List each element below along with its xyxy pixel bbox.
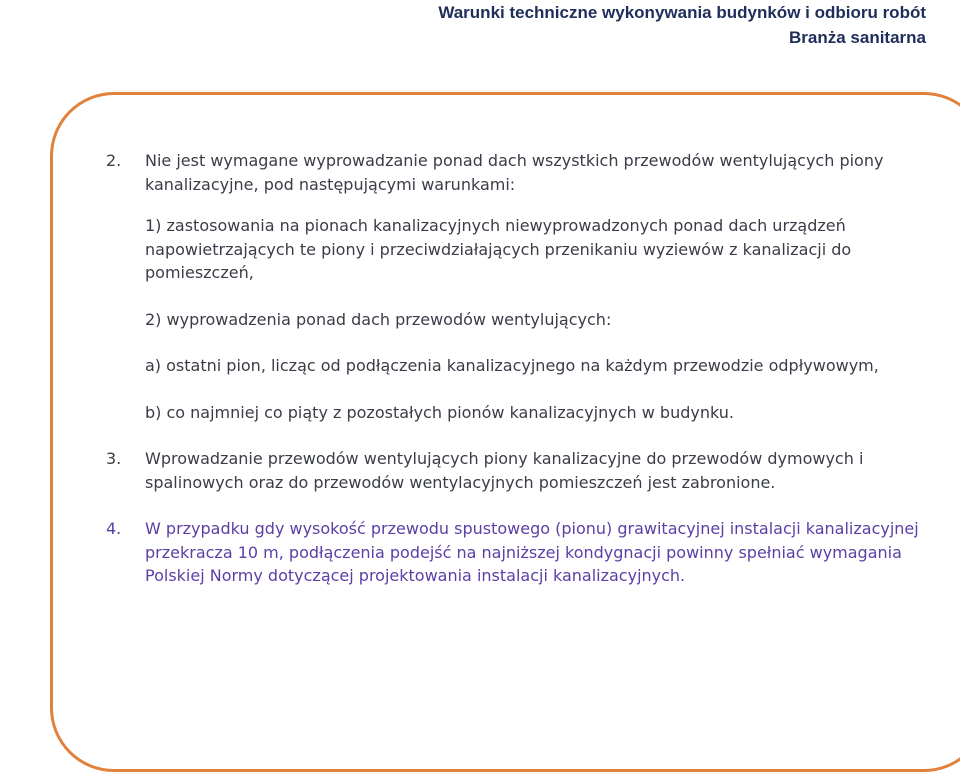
item-2-condition-2a: a) ostatni pion, licząc od podłączenia kanalizacyjnego na każdym przewodzie odpływowym,: [145, 356, 879, 375]
item-2-condition-1: 1) zastosowania na pionach kanalizacyjnych niewyprowadzonych ponad dach urządzeń napowietrzających te piony i przeciwdziałających przenikaniu wyziewów z kanalizacji do pomieszczeń,: [145, 216, 852, 282]
item-4-text: W przypadku gdy wysokość przewodu spustowego (pionu) grawitacyjnej instalacji kanalizacyjnej przekracza 10 m, podłączenia podejść na najniższej kondygnacji powinny spełniać wymagania Polskiej Normy dotyczącej projektowania instalacji kanalizacyjnych.: [145, 519, 919, 585]
item-3: [106, 447, 956, 494]
document-header: [438, 0, 926, 50]
header-title: Warunki techniczne wykonywania budynków i odbioru robót: [438, 3, 926, 22]
item-2-condition-2b: b) co najmniej co piąty z pozostałych pionów kanalizacyjnych w budynku.: [145, 402, 734, 422]
item-3-text: Wprowadzanie przewodów wentylujących piony kanalizacyjne do przewodów dymowych i spalinowych oraz do przewodów wentylacyjnych pomieszczeń jest zabronione.: [145, 449, 864, 492]
item-3-number: 3.: [106, 449, 122, 468]
regulation-content: [106, 149, 956, 588]
item-4: [106, 517, 956, 588]
header-subtitle: Branża sanitarna: [789, 28, 926, 47]
item-2-condition-2: 2) wyprowadzenia ponad dach przewodów wentylujących:: [145, 309, 612, 329]
item-4-number: 4.: [106, 519, 122, 538]
item-2: [106, 149, 956, 196]
item-2-number: 2.: [106, 151, 122, 170]
item-2-text: Nie jest wymagane wyprowadzanie ponad dach wszystkich przewodów wentylujących piony kanalizacyjne, pod następującymi warunkami:: [145, 151, 884, 194]
